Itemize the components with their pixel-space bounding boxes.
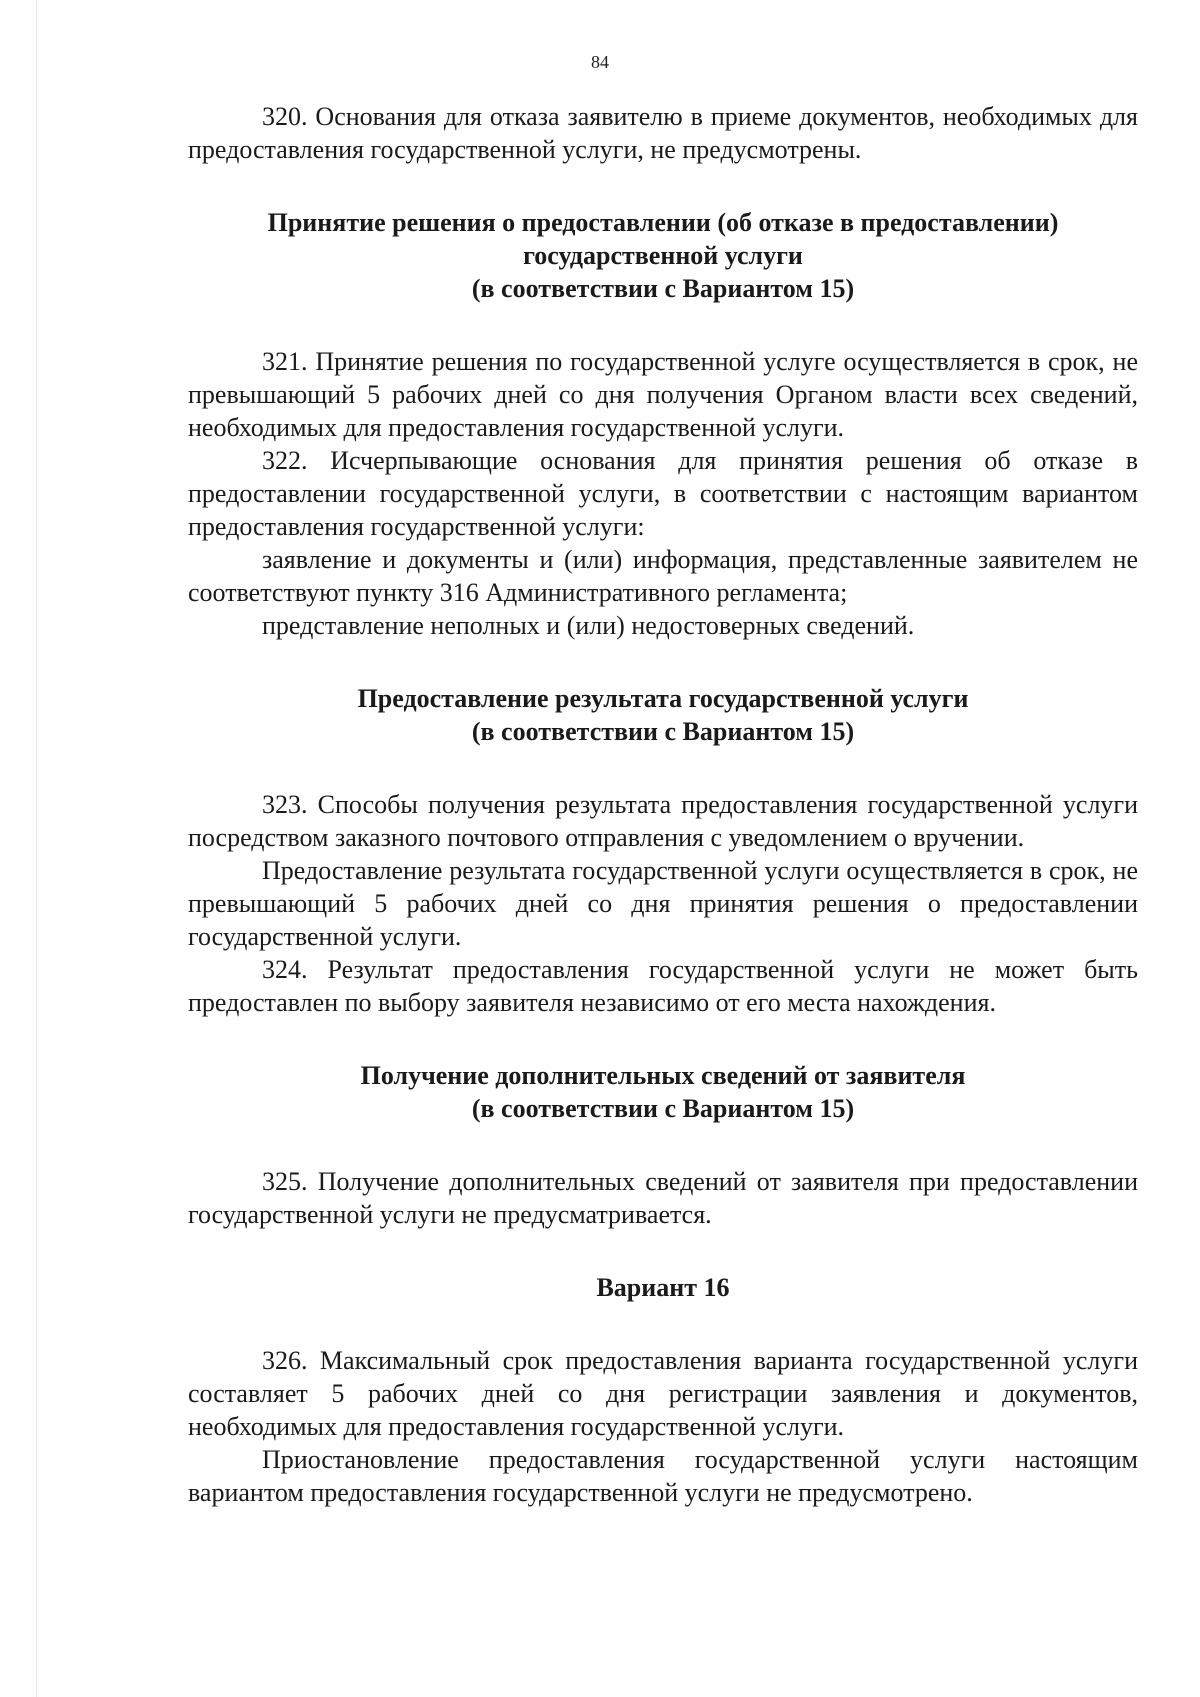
paragraph-322-item-1: заявление и документы и (или) информация, представленные заявителем не соответствуют пункту 316 Административного регламента; [188,545,1138,607]
document-body [188,100,1138,1509]
paragraph-322-item-2: представление неполных и (или) недостоверных сведений. [262,611,915,640]
paragraph-323-cont: Предоставление результата государственной услуги осуществляется в срок, не превышающий 5 рабочих дней со дня принятия решения о предоставлении государственной услуги. [188,856,1138,951]
section-heading-result [188,682,1138,748]
section-heading-decision [188,206,1138,305]
paragraph-321: 321. Принятие решения по государственной услуге осуществляется в срок, не превышающий 5 рабочих дней со дня получения Органом власти всех сведений, необходимых для предоставления государственной услуги. [188,347,1138,442]
section-heading-variant-16: Вариант 16 [596,1273,730,1302]
section-heading-additional-info [188,1059,1138,1125]
heading-line: Получение дополнительных сведений от заявителя [360,1061,966,1090]
paragraph-320: 320. Основания для отказа заявителю в приеме документов, необходимых для предоставления государственной услуги, не предусмотрены. [188,102,1138,164]
heading-line: государственной услуги [523,241,803,270]
page-number: 84 [591,52,609,72]
paragraph-325: 325. Получение дополнительных сведений от заявителя при предоставлении государственной услуги не предусматривается. [188,1167,1138,1229]
heading-line: Предоставление результата государственной услуги [357,684,969,713]
heading-line: Принятие решения о предоставлении (об отказе в предоставлении) [267,208,1059,237]
paragraph-326: 326. Максимальный срок предоставления варианта государственной услуги составляет 5 рабочих дней со дня регистрации заявления и документов, необходимых для предоставления государственной услуги. [188,1346,1138,1441]
heading-line: (в соответствии с Вариантом 15) [471,274,855,303]
heading-line: (в соответствии с Вариантом 15) [471,1094,855,1123]
paragraph-326-cont: Приостановление предоставления государственной услуги настоящим вариантом предоставления государственной услуги не предусмотрено. [188,1445,1138,1507]
paragraph-324: 324. Результат предоставления государственной услуги не может быть предоставлен по выбору заявителя независимо от его места нахождения. [188,955,1138,1017]
heading-line: (в соответствии с Вариантом 15) [471,717,855,746]
scan-edge-line [36,0,37,1697]
paragraph-323: 323. Способы получения результата предоставления государственной услуги посредством заказного почтового отправления с уведомлением о вручении. [188,790,1138,852]
paragraph-322: 322. Исчерпывающие основания для принятия решения об отказе в предоставлении государственной услуги, в соответствии с настоящим вариантом предоставления государственной услуги: [188,446,1138,541]
